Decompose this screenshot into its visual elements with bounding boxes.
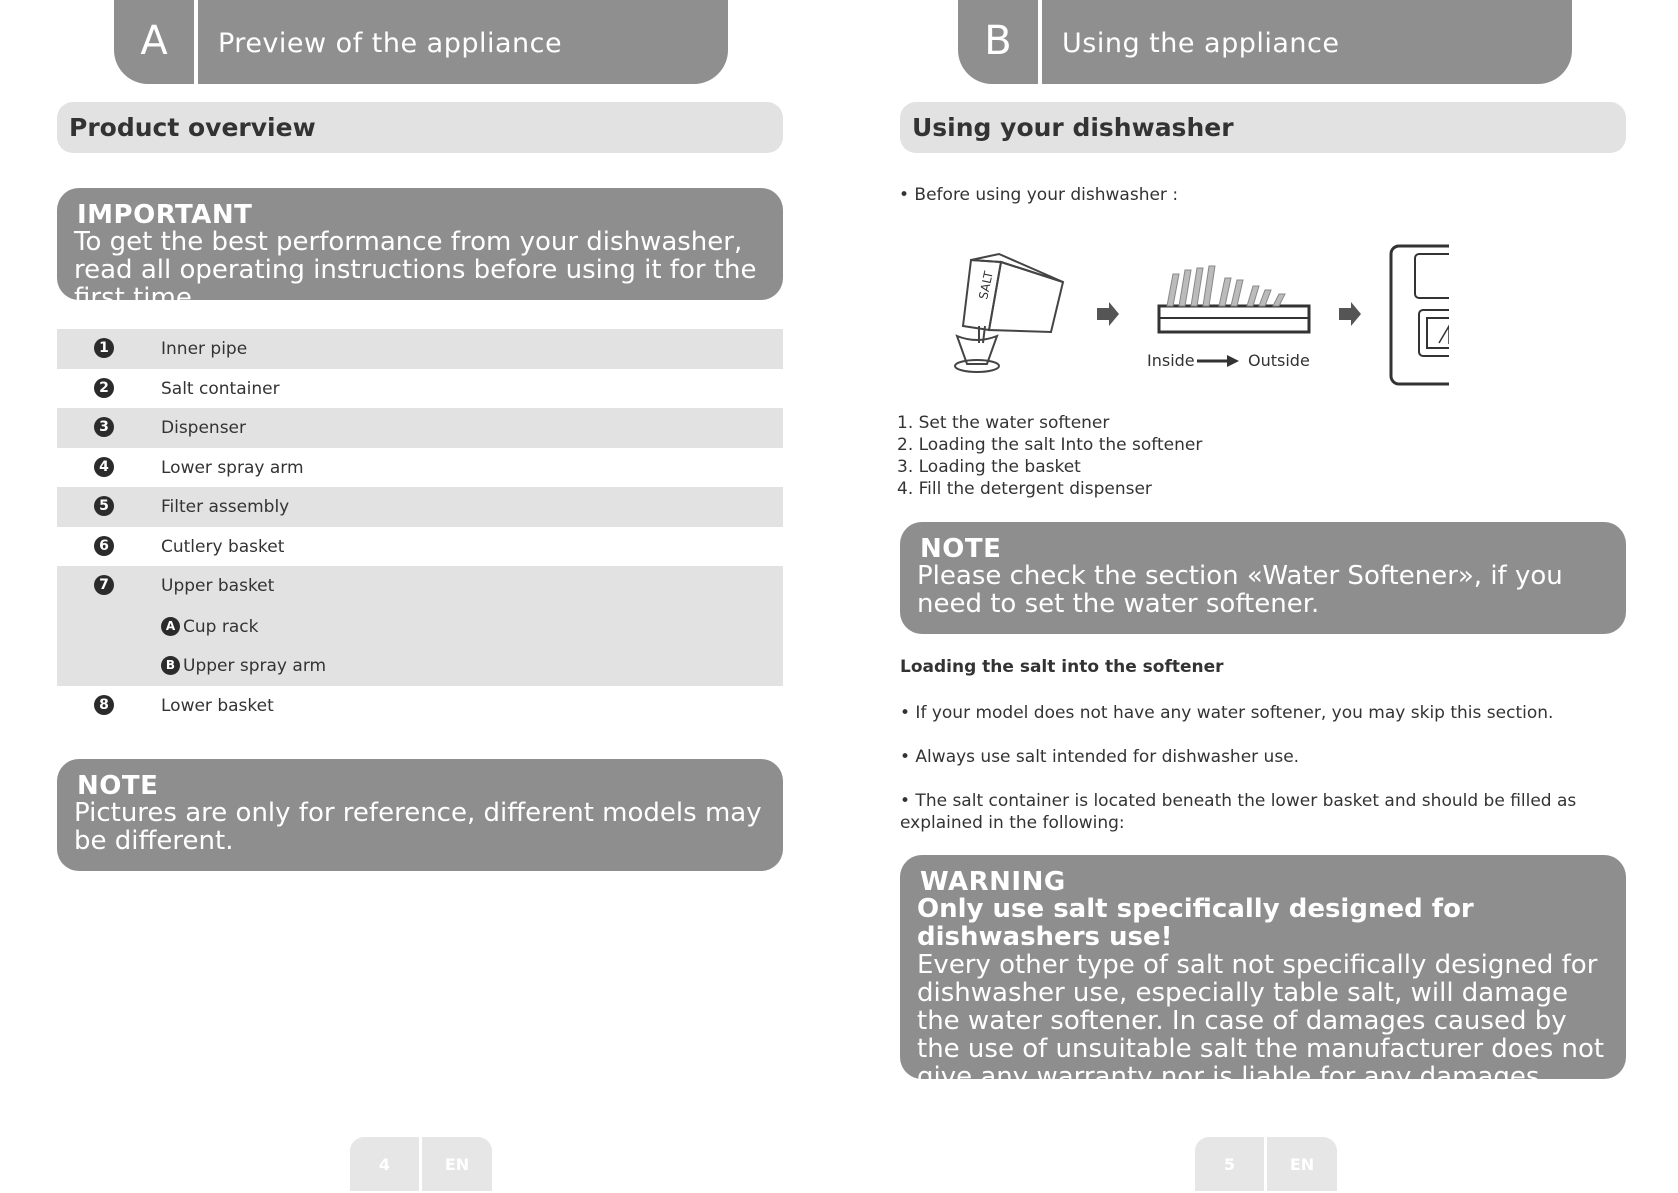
sub-part-badge: B (161, 656, 180, 675)
language-label: EN (1267, 1137, 1337, 1191)
parts-row (57, 686, 783, 726)
part-label: Inner pipe (161, 339, 248, 359)
chapter-letter: A (140, 18, 168, 64)
part-number-badge: 3 (94, 417, 114, 437)
steps-list (897, 412, 1202, 500)
part-label: Lower basket (161, 696, 274, 716)
section-title: Product overview (69, 113, 316, 142)
warning-box (900, 855, 1626, 1120)
sub-part-label: Upper spray arm (183, 656, 327, 676)
part-label: Cutlery basket (161, 536, 285, 557)
part-number-badge: 2 (94, 378, 114, 398)
part-label: Upper basket (161, 576, 275, 596)
important-text: To get the best performance from your dishwasher, read all operating instructions before using it for the first time. (74, 227, 757, 313)
chapter-title: Using the appliance (1062, 28, 1340, 59)
part-number-badge: 1 (94, 338, 114, 358)
parts-row (57, 487, 783, 527)
bullet-item: • If your model does not have any water softener, you may skip this section. (900, 703, 1554, 723)
chapter-letter: B (984, 18, 1012, 64)
step-item: 2. Loading the salt Into the softener (897, 435, 1203, 455)
before-using-text: • Before using your dishwasher : (899, 185, 1179, 205)
warning-heading: WARNING (920, 867, 1066, 897)
salt-box-icon (955, 254, 1063, 372)
chapter-tab-b (958, 0, 1572, 84)
dish-rack-icon (1159, 266, 1309, 332)
parts-list (57, 329, 783, 726)
tab-divider (1038, 0, 1042, 84)
page-number: 4 (350, 1137, 419, 1191)
important-box (57, 188, 783, 313)
arrow-right-icon (1197, 355, 1239, 367)
outside-label: Outside (1248, 351, 1310, 370)
important-heading: IMPORTANT (77, 200, 253, 230)
page-number: 5 (1195, 1137, 1264, 1191)
dishwasher-door-icon (1391, 224, 1449, 384)
note-box (900, 522, 1626, 634)
loading-salt-heading: Loading the salt into the softener (900, 657, 1224, 677)
sub-part-upper-spray-arm (161, 656, 326, 676)
tab-divider (194, 0, 198, 84)
salt-label: SALT (976, 269, 996, 301)
part-label: Dispenser (161, 418, 246, 438)
parts-row (57, 369, 783, 409)
arrow-right-icon (1339, 302, 1361, 326)
section-header (57, 102, 783, 153)
note-text: Please check the section «Water Softener», if you need to set the water softener. (917, 561, 1563, 619)
parts-row (57, 329, 783, 369)
parts-row (57, 527, 783, 567)
section-header (900, 102, 1626, 153)
part-number-badge: 7 (94, 575, 114, 595)
parts-row (57, 408, 783, 448)
parts-row-upper-basket (57, 566, 783, 686)
part-label: Filter assembly (161, 497, 290, 517)
warning-body-text: Every other type of salt not specifically designed for dishwasher use, especially table salt, will damage the water softener. In case of damages caused by the use of unsuitable salt the manufacturer does not give any warranty nor is liable for any damages caused. (917, 950, 1605, 1120)
section-title: Using your dishwasher (912, 113, 1234, 142)
note-text: Pictures are only for reference, different models may be different. (74, 798, 762, 856)
arrow-right-icon (1097, 302, 1119, 326)
right-page (839, 0, 1678, 1191)
sub-part-label: Cup rack (183, 617, 259, 637)
bullet-item: • Always use salt intended for dishwasher use. (900, 747, 1300, 767)
left-page (0, 0, 839, 1191)
chapter-title: Preview of the appliance (218, 28, 563, 59)
note-heading: NOTE (920, 534, 1002, 564)
dishwasher-steps-illustration (929, 218, 1449, 393)
part-label: Salt container (161, 378, 280, 399)
step-item: 3. Loading the basket (897, 457, 1081, 477)
part-number-badge: 4 (94, 457, 114, 477)
part-number-badge: 8 (94, 695, 114, 715)
sub-part-badge: A (161, 617, 180, 636)
warning-text (917, 895, 1617, 1119)
parts-row (57, 448, 783, 488)
chapter-tab-a (114, 0, 728, 84)
part-number-badge: 6 (94, 536, 114, 556)
warning-bold-text: Only use salt specifically designed for dishwashers use! (917, 894, 1474, 952)
note-box (57, 759, 783, 871)
inside-label: Inside (1147, 351, 1195, 370)
bullet-item: • The salt container is located beneath the lower basket and should be filled as explained in the following: (900, 791, 1577, 833)
language-label: EN (422, 1137, 492, 1191)
sub-part-cup-rack (161, 617, 258, 637)
part-label: Lower spray arm (161, 457, 304, 478)
step-item: 1. Set the water softener (897, 413, 1110, 433)
step-item: 4. Fill the detergent dispenser (897, 479, 1152, 499)
note-heading: NOTE (77, 771, 159, 801)
part-number-badge: 5 (94, 496, 114, 516)
